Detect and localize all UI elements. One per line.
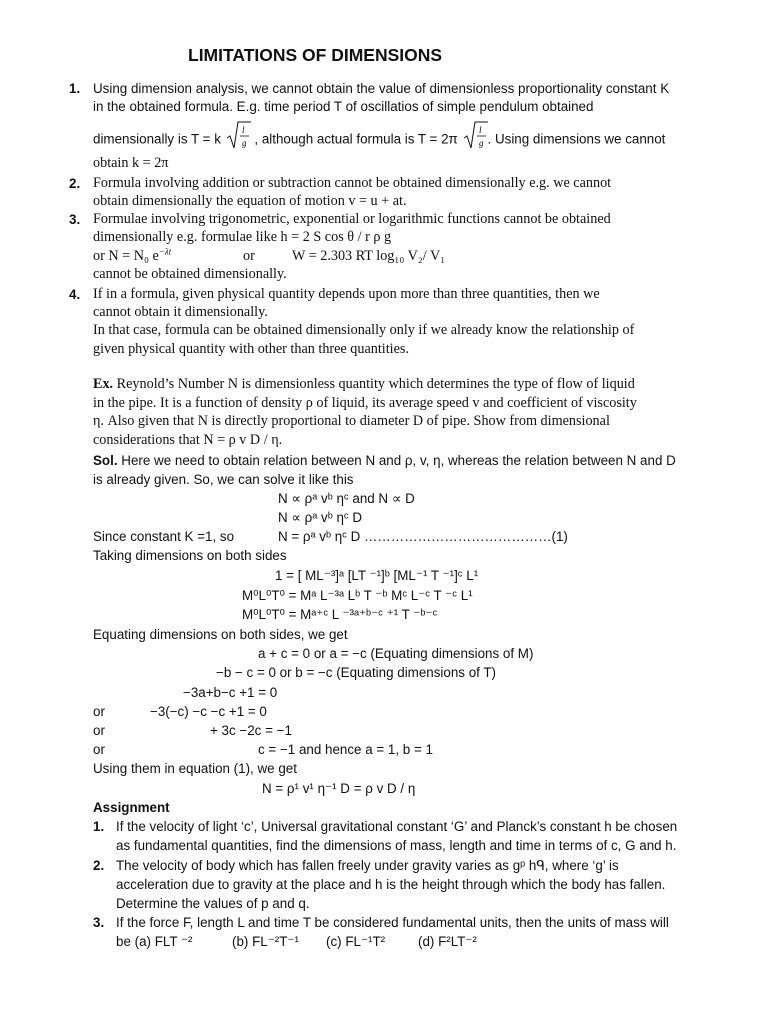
item-number: 1. xyxy=(69,81,81,96)
item-text: Formulae involving trigonometric, exponential or logarithmic functions cannot be obtained xyxy=(93,211,611,227)
equation: −3(−c) −c −c +1 = 0 xyxy=(150,704,267,719)
assignment-heading: Assignment xyxy=(93,800,170,815)
solution-text: is already given. So, we can solve it like this xyxy=(93,472,354,487)
or-label: or xyxy=(93,704,105,719)
item-formula-line xyxy=(93,125,666,152)
example-text: η. Also given that N is directly proportional to diameter D of pipe. Show from dimensional xyxy=(93,413,610,429)
solution-text: Using them in equation (1), we get xyxy=(93,761,297,776)
item-text: or xyxy=(243,248,255,264)
question-number: 2. xyxy=(93,858,105,873)
question-number: 3. xyxy=(93,915,105,930)
question-number: 1. xyxy=(93,819,105,834)
frac-num: l xyxy=(478,125,482,135)
item-text: , although actual formula is T = 2π xyxy=(254,131,458,147)
item-number: 2. xyxy=(69,176,81,191)
example-text: considerations that N = ρ v D / η. xyxy=(93,432,283,448)
exponent: −λt xyxy=(158,246,172,257)
equation: 1 = [ ML⁻³]ᵃ [LT ⁻¹]ᵇ [ML⁻¹ T ⁻¹]ᶜ L¹ xyxy=(275,568,479,583)
question-text: acceleration due to gravity at the place and h is the height through which the body has fallen. xyxy=(116,877,666,892)
item-text: Formula involving addition or subtraction cannot be obtained dimensionally e.g. we cannot xyxy=(93,175,612,191)
item-text: If in a formula, given physical quantity depends upon more than three quantities, then we xyxy=(93,286,600,302)
item-text: obtain k = 2π xyxy=(93,155,169,171)
question-text: The velocity of body which has fallen freely under gravity varies as gᵖ hᑫ, where ‘g’ is xyxy=(116,858,619,873)
solution-text: Since constant K =1, so xyxy=(93,529,235,544)
item-text: In that case, formula can be obtained dimensionally only if we already know the relationship of xyxy=(93,322,635,338)
equation: N ∝ ρᵃ vᵇ ηᶜ and N ∝ D xyxy=(278,491,415,506)
item-text: cannot be obtained dimensionally. xyxy=(93,266,287,282)
question-text: Determine the values of p and q. xyxy=(116,896,310,911)
equation: a + c = 0 or a = −c (Equating dimensions of M) xyxy=(258,646,534,661)
solution-label: Sol. xyxy=(93,453,118,468)
item-text: or N = N₀ e xyxy=(93,248,159,264)
solution-text: Taking dimensions on both sides xyxy=(93,548,287,563)
equation: −3a+b−c +1 = 0 xyxy=(183,685,278,700)
item-number: 4. xyxy=(69,287,81,302)
example-label: Ex. xyxy=(93,376,114,392)
item-formula-line xyxy=(93,248,171,265)
equation: + 3c −2c = −1 xyxy=(210,723,292,738)
solution-line xyxy=(93,452,676,469)
item-text: . Using dimensions we cannot xyxy=(487,131,666,147)
option-b: (b) FL⁻²T⁻¹ xyxy=(232,934,299,949)
equation: M⁰L⁰T⁰ = Mᵃ⁺ᶜ L ⁻³ᵃ⁺ᵇ⁻ᶜ ⁺¹ T ⁻ᵇ⁻ᶜ xyxy=(242,607,438,622)
item-number: 3. xyxy=(69,212,81,227)
example-text: Reynold’s Number N is dimensionless quantity which determines the type of flow of liquid xyxy=(116,376,635,392)
equation: c = −1 and hence a = 1, b = 1 xyxy=(258,742,433,757)
sqrt-fraction-2 xyxy=(462,120,488,152)
question-text: If the force F, length L and time T be considered fundamental units, then the units of mass will xyxy=(116,915,669,930)
item-text: given physical quantity with other than three quantities. xyxy=(93,341,409,357)
question-text: as fundamental quantities, find the dimensions of mass, length and time in terms of c, G and h. xyxy=(116,838,677,853)
example-line xyxy=(93,376,635,393)
frac-den: g xyxy=(241,138,247,148)
item-text: obtain dimensionally the equation of motion v = u + at. xyxy=(93,193,407,209)
equation: −b − c = 0 or b = −c (Equating dimensions of T) xyxy=(216,665,497,680)
or-label: or xyxy=(93,723,105,738)
item-text: in the obtained formula. E.g. time period T of oscillatios of simple pendulum obtained xyxy=(93,99,594,114)
question-text: If the velocity of light ‘c’, Universal gravitational constant ‘G’ and Planck’s constant h be chosen xyxy=(116,819,678,834)
equation: N ∝ ρᵃ vᵇ ηᶜ D xyxy=(278,510,363,525)
solution-text: Equating dimensions on both sides, we get xyxy=(93,627,348,642)
sqrt-fraction-1 xyxy=(225,120,251,152)
option-c: (c) FL⁻¹T² xyxy=(326,934,386,949)
solution-text: Here we need to obtain relation between N and ρ, v, η, whereas the relation between N and D xyxy=(121,453,676,468)
frac-den: g xyxy=(478,138,484,148)
frac-num: l xyxy=(241,125,245,135)
equation: N = ρ¹ v¹ η⁻¹ D = ρ v D / η xyxy=(262,781,416,796)
item-text: W = 2.303 RT log₁₀ V₂/ V₁ xyxy=(292,248,446,264)
item-text: cannot obtain it dimensionally. xyxy=(93,304,268,320)
equation: M⁰L⁰T⁰ = Mᵃ L⁻³ᵃ Lᵇ T ⁻ᵇ Mᶜ L⁻ᶜ T ⁻ᶜ L¹ xyxy=(242,588,473,603)
example-text: in the pipe. It is a function of density ρ of liquid, its average speed v and coefficient of viscosity xyxy=(93,395,637,411)
item-text: dimensionally is T = k xyxy=(93,131,221,147)
item-text: dimensionally e.g. formulae like h = 2 S cos θ / r ρ g xyxy=(93,229,392,245)
option-a: be (a) FLT ⁻² xyxy=(116,934,193,949)
equation: N = ρᵃ vᵇ ηᶜ D ……………………………………(1) xyxy=(278,529,568,544)
or-label: or xyxy=(93,742,105,757)
item-text: Using dimension analysis, we cannot obtain the value of dimensionless proportionality constant K xyxy=(93,81,670,96)
option-d: (d) F²LT⁻² xyxy=(418,934,477,949)
page-title: LIMITATIONS OF DIMENSIONS xyxy=(188,45,443,65)
